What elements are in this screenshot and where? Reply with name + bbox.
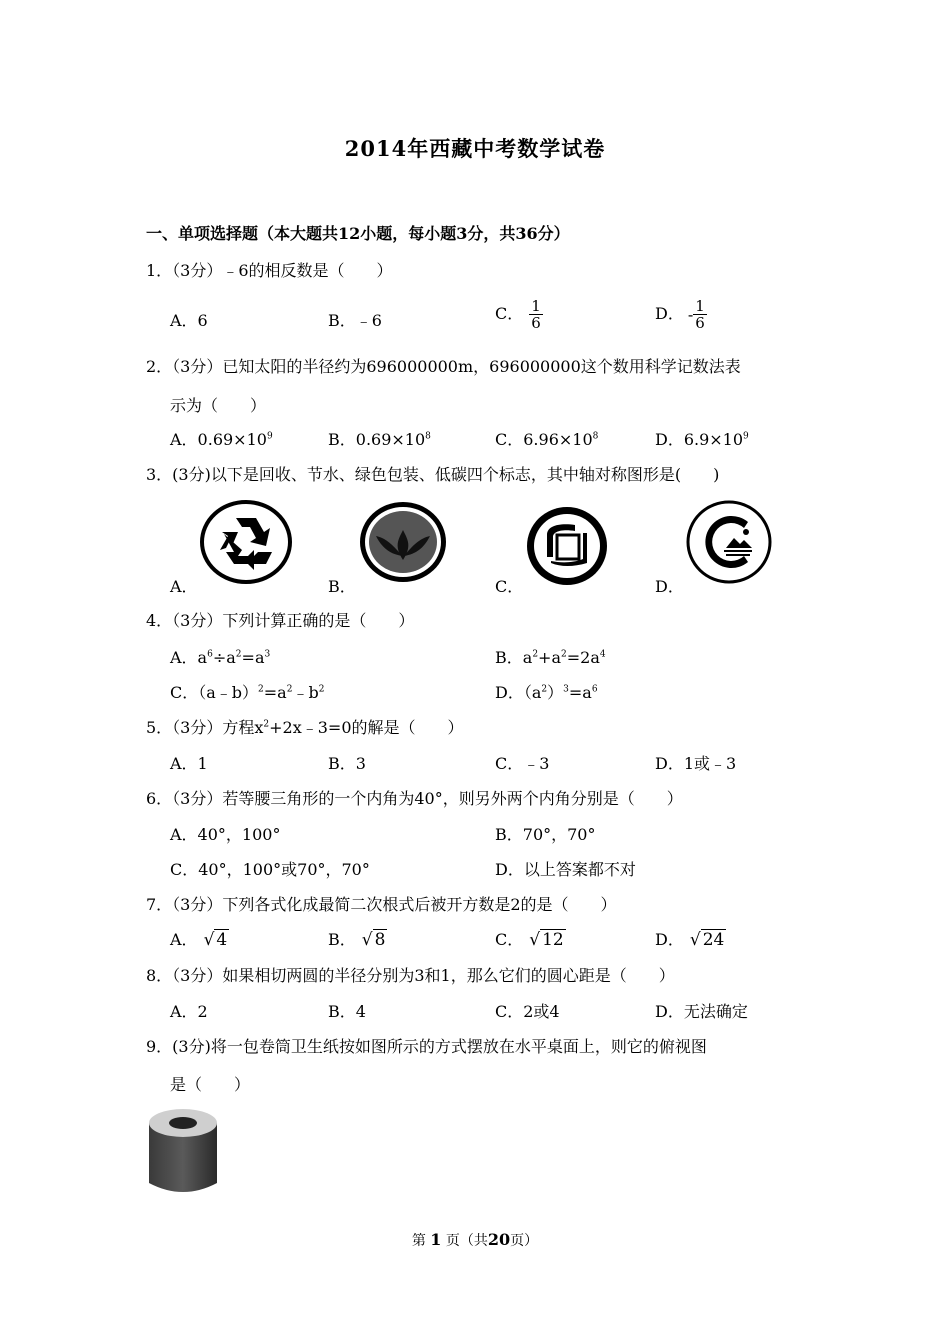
- q1-option-b: B．﹣6: [328, 311, 382, 330]
- denominator: 6: [695, 314, 705, 332]
- radicand: 8: [374, 930, 386, 950]
- text: ﹣b: [292, 683, 319, 702]
- q2-option-b: [328, 427, 431, 450]
- section-heading: 一、单项选择题（本大题共12小题，每小题3分，共36分）: [146, 224, 570, 243]
- total-pages: 20: [487, 1230, 511, 1249]
- q6-option-c: C．40°，100°或70°，70°: [170, 860, 370, 879]
- question-2-stem-line2: 示为（ ）: [170, 396, 267, 415]
- sqrt: √ 8: [361, 930, 386, 950]
- label: C．: [495, 930, 524, 949]
- exponent: 8: [592, 431, 599, 442]
- question-7-stem: 7．（3分）下列各式化成最简二次根式后被开方数是2的是（ ）: [146, 895, 617, 914]
- question-9-stem-line2: 是（ ）: [170, 1075, 251, 1094]
- text: =a: [263, 683, 287, 702]
- exponent: 2: [286, 684, 293, 695]
- text: +a: [538, 648, 561, 667]
- q1-option-a: A．6: [170, 311, 208, 330]
- q3-option-d: D．: [655, 577, 684, 596]
- q8-option-b: B．4: [328, 1002, 366, 1021]
- q2-option-d: [655, 427, 749, 450]
- exponent: 4: [599, 649, 606, 660]
- text: =a: [241, 648, 265, 667]
- question-2-stem-line1: 2．（3分）已知太阳的半径约为696000000m，696000000这个数用科学记数法表: [146, 357, 741, 376]
- q5-option-a: A．1: [170, 754, 208, 773]
- page-number: 1: [430, 1230, 442, 1249]
- denominator: 6: [531, 314, 541, 332]
- text: =a: [568, 683, 592, 702]
- q8-option-c: C．2或4: [495, 1002, 560, 1021]
- q7-option-b: [328, 927, 387, 950]
- footer-text: 页（共: [445, 1233, 488, 1249]
- water-saving-logo-icon: [358, 500, 448, 584]
- recycle-logo-icon: [200, 500, 292, 584]
- q8-option-a: A．2: [170, 1002, 208, 1021]
- question-3-stem: 3．(3分)以下是回收、节水、绿色包装、低碳四个标志，其中轴对称图形是( ): [146, 465, 720, 484]
- text: C．（a﹣b）: [170, 683, 259, 702]
- text: =2a: [566, 648, 600, 667]
- question-9-stem-line1: 9．(3分)将一包卷筒卫生纸按如图所示的方式摆放在水平桌面上，则它的俯视图: [146, 1037, 707, 1056]
- green-packaging-logo-icon: [525, 505, 609, 587]
- text: ）: [547, 683, 564, 702]
- text: ÷a: [212, 648, 236, 667]
- exponent: 8: [425, 431, 431, 442]
- radicand: 24: [702, 930, 725, 950]
- toilet-paper-roll-image: [145, 1105, 221, 1197]
- q4-option-c: [170, 680, 324, 703]
- exponent: 2: [263, 719, 270, 730]
- exponent: 3: [264, 649, 271, 660]
- minus-sign: -: [687, 305, 694, 324]
- numerator: 1: [531, 297, 541, 315]
- fraction: [693, 298, 707, 331]
- exponent: 6: [207, 649, 213, 660]
- q1-option-c: [495, 298, 543, 331]
- q2-option-c: [495, 427, 598, 450]
- exponent: 2: [541, 684, 548, 695]
- footer-text: 页）: [510, 1233, 539, 1249]
- q4-option-d: [495, 680, 598, 703]
- exponent: 9: [266, 431, 273, 442]
- radicand: 12: [542, 930, 564, 950]
- page-footer: [0, 1230, 950, 1250]
- q4-option-a: [170, 645, 270, 668]
- exponent: 2: [318, 684, 325, 695]
- q6-option-b: B．70°，70°: [495, 825, 596, 844]
- numerator: 1: [695, 297, 705, 315]
- page-title: 2014年西藏中考数学试卷: [344, 136, 606, 161]
- sqrt: √ 4: [203, 930, 228, 950]
- footer-text: 第: [411, 1233, 426, 1249]
- q1-option-d: [655, 298, 707, 331]
- q5-option-c: C．﹣3: [495, 754, 550, 773]
- question-4-stem: 4．（3分）下列计算正确的是（ ）: [146, 611, 415, 630]
- q3-option-b: B．: [328, 577, 356, 596]
- exponent: 2: [532, 649, 539, 660]
- label: A．: [170, 930, 198, 949]
- exponent: 3: [563, 684, 569, 695]
- exponent: 2: [258, 684, 264, 695]
- low-carbon-logo-icon: [686, 500, 772, 584]
- q2-option-d-base: D．6.9×10: [655, 430, 744, 449]
- question-1-stem: 1．（3分）﹣6的相反数是（ ）: [146, 261, 393, 280]
- label: B．: [328, 930, 356, 949]
- exponent: 6: [591, 684, 598, 695]
- radicand: 4: [216, 930, 228, 950]
- q7-option-c: [495, 927, 566, 950]
- q6-option-a: A．40°，100°: [170, 825, 281, 844]
- exponent: 2: [235, 649, 242, 660]
- text: D．（a: [495, 683, 542, 702]
- q2-option-c-base: C．6.96×10: [495, 430, 593, 449]
- q2-option-a: [170, 427, 273, 450]
- q5-option-d: D．1或﹣3: [655, 754, 737, 773]
- sqrt: √ 12: [529, 930, 564, 950]
- question-5-stem: [146, 715, 464, 738]
- exponent: 2: [561, 649, 567, 660]
- text: A．a: [170, 648, 208, 667]
- question-6-stem: 6．（3分）若等腰三角形的一个内角为40°，则另外两个内角分别是（ ）: [146, 789, 683, 808]
- text: 5．（3分）方程x: [146, 718, 264, 737]
- label: D．: [655, 930, 684, 949]
- q1-option-c-label: C．: [495, 304, 524, 323]
- q7-option-a: [170, 927, 229, 950]
- text: +2x﹣3=0的解是（ ）: [269, 718, 464, 737]
- fraction: [529, 298, 543, 331]
- text: B．a: [495, 648, 533, 667]
- question-8-stem: 8．（3分）如果相切两圆的半径分别为3和1，那么它们的圆心距是（ ）: [146, 966, 675, 985]
- sqrt: √ 24: [689, 930, 725, 950]
- q8-option-d: D．无法确定: [655, 1002, 748, 1021]
- q3-option-a: A．: [170, 577, 198, 596]
- q3-option-c: C．: [495, 577, 524, 596]
- q2-option-a-base: A．0.69×10: [170, 430, 267, 449]
- q5-option-b: B．3: [328, 754, 366, 773]
- q7-option-d: [655, 927, 726, 950]
- exponent: 9: [743, 431, 749, 442]
- q1-option-d-label: D．: [655, 304, 684, 323]
- q4-option-b: [495, 645, 606, 668]
- q6-option-d: D．以上答案都不对: [495, 860, 636, 879]
- q2-option-b-base: B．0.69×10: [328, 430, 426, 449]
